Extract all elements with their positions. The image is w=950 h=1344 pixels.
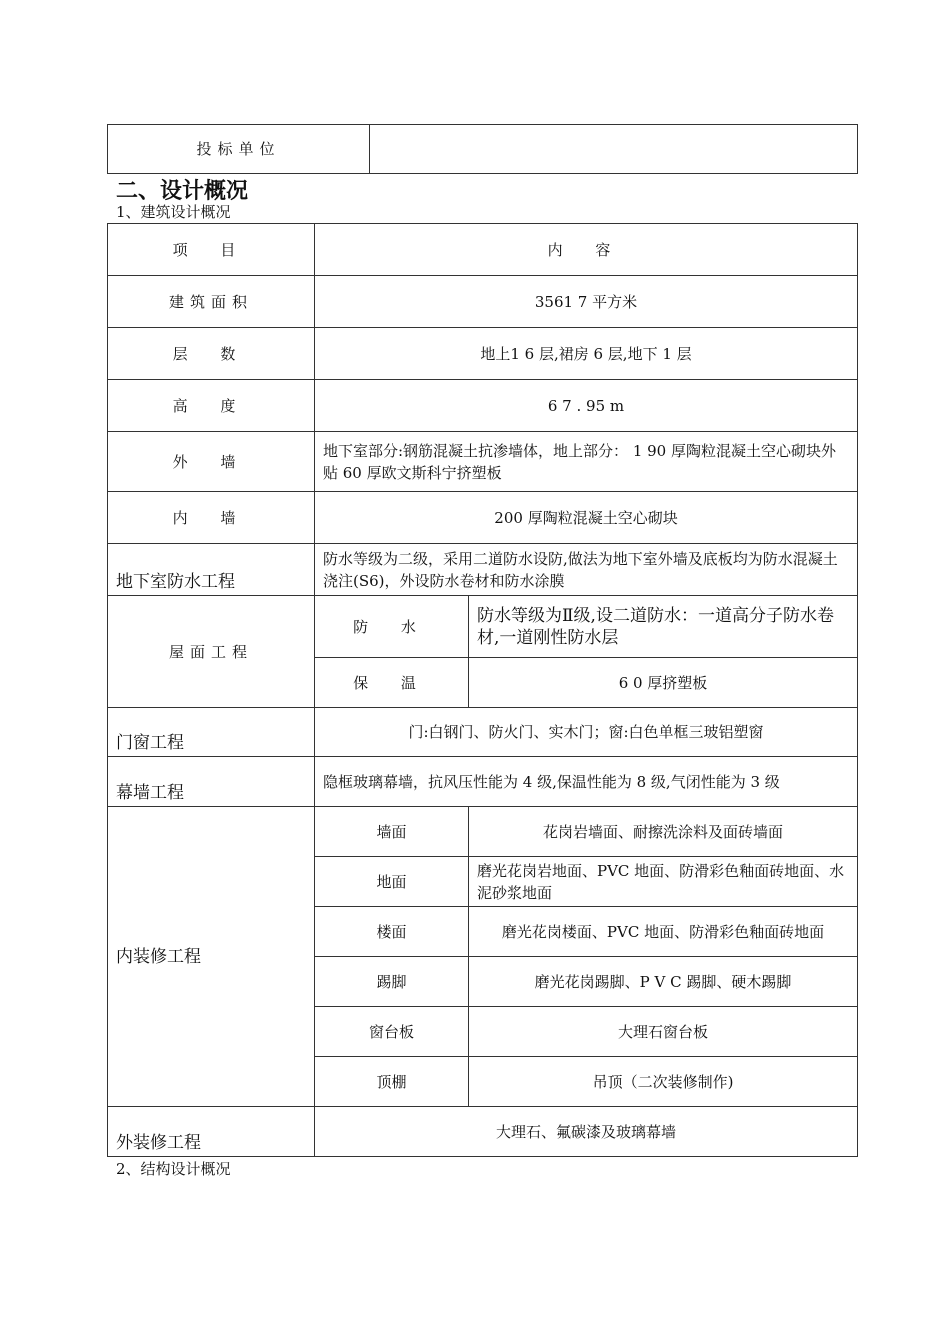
interior-decoration-label: 内装修工程 xyxy=(108,807,315,1107)
doors-windows-label: 门窗工程 xyxy=(108,708,315,757)
section-title: 二、设计概况 xyxy=(116,179,249,204)
curtain-wall-value: 隐框玻璃幕墙，抗风压性能为 4 级,保温性能为 8 级,气闭性能为 3 级 xyxy=(315,757,858,807)
roof-waterproof-label: 防 水 xyxy=(315,596,469,658)
interior-wall-label: 内 墙 xyxy=(108,492,315,544)
interior-row-value: 磨光花岗踢脚、P V C 踢脚、硬木踢脚 xyxy=(469,957,858,1007)
area-label: 建筑面积 xyxy=(108,276,315,328)
bidder-label: 投标单位 xyxy=(108,125,370,174)
exterior-wall-value: 地下室部分:钢筋混凝土抗渗墙体，地上部分： 1 90 厚陶粒混凝土空心砌块外贴 60 厚欧文斯科宁挤塑板 xyxy=(315,432,858,492)
subsection-title: 1、建筑设计概况 xyxy=(116,203,231,221)
curtain-wall-label: 幕墙工程 xyxy=(108,757,315,807)
interior-row-label: 顶棚 xyxy=(315,1057,469,1107)
header-content: 内 容 xyxy=(315,224,858,276)
height-label: 高 度 xyxy=(108,380,315,432)
interior-row-value: 磨光花岗岩地面、PVC 地面、防滑彩色釉面砖地面、水泥砂浆地面 xyxy=(469,857,858,907)
interior-row-label: 楼面 xyxy=(315,907,469,957)
exterior-decoration-value: 大理石、氟碳漆及玻璃幕墙 xyxy=(315,1107,858,1157)
basement-waterproof-label: 地下室防水工程 xyxy=(108,544,315,596)
interior-row-value: 磨光花岗楼面、PVC 地面、防滑彩色釉面砖地面 xyxy=(469,907,858,957)
basement-waterproof-value: 防水等级为二级，采用二道防水设防,做法为地下室外墙及底板均为防水混凝土浇注(S6)，外设防水卷材和防水涂膜 xyxy=(315,544,858,596)
design-overview-table xyxy=(107,223,858,1157)
exterior-wall-label: 外 墙 xyxy=(108,432,315,492)
roof-insulation-value: 6 0 厚挤塑板 xyxy=(469,658,858,708)
interior-row-value: 花岗岩墙面、耐擦洗涂料及面砖墙面 xyxy=(469,807,858,857)
floors-label: 层 数 xyxy=(108,328,315,380)
bidder-value xyxy=(370,125,858,174)
subsection-title-2: 2、结构设计概况 xyxy=(116,1160,231,1178)
roof-insulation-label: 保 温 xyxy=(315,658,469,708)
interior-row-label: 窗台板 xyxy=(315,1007,469,1057)
interior-row-label: 墙面 xyxy=(315,807,469,857)
bidder-table xyxy=(107,124,858,174)
area-value: 3561 7 平方米 xyxy=(315,276,858,328)
interior-wall-value: 200 厚陶粒混凝土空心砌块 xyxy=(315,492,858,544)
header-item: 项 目 xyxy=(108,224,315,276)
interior-row-value: 大理石窗台板 xyxy=(469,1007,858,1057)
exterior-decoration-label: 外装修工程 xyxy=(108,1107,315,1157)
roof-label: 屋面工程 xyxy=(108,596,315,708)
roof-waterproof-value: 防水等级为Ⅱ级,设二道防水：一道高分子防水卷材,一道刚性防水层 xyxy=(469,596,858,658)
floors-value: 地上1 6 层,裙房 6 层,地下 1 层 xyxy=(315,328,858,380)
interior-row-label: 踢脚 xyxy=(315,957,469,1007)
height-value: 6 7 . 95 m xyxy=(315,380,858,432)
doors-windows-value: 门:白钢门、防火门、实木门；窗:白色单框三玻铝塑窗 xyxy=(315,708,858,757)
interior-row-label: 地面 xyxy=(315,857,469,907)
interior-row-value: 吊顶（二次装修制作) xyxy=(469,1057,858,1107)
